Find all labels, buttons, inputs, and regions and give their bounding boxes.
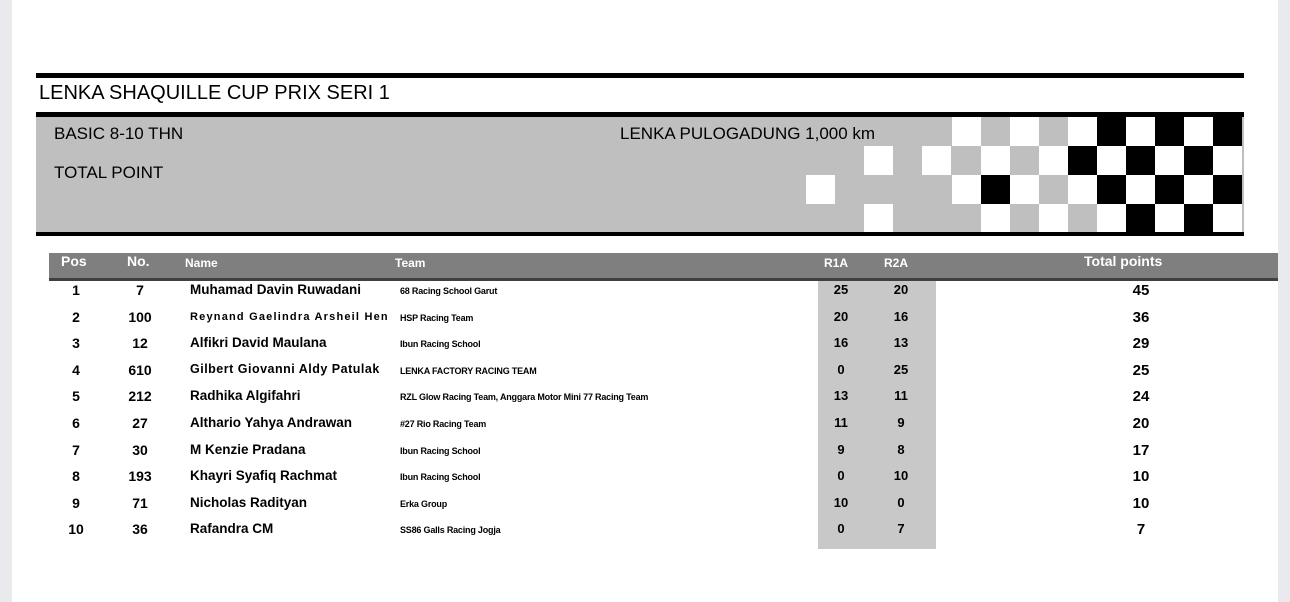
table-row bbox=[12, 465, 1278, 492]
cell-r2a: 25 bbox=[893, 361, 909, 377]
cell-pos: 5 bbox=[72, 388, 80, 405]
cell-name: Althario Yahya Andrawan bbox=[190, 414, 353, 430]
table-row bbox=[12, 332, 1278, 359]
header-name: Name bbox=[185, 256, 218, 270]
table-row bbox=[12, 359, 1278, 386]
header-r2a: R2A bbox=[884, 256, 909, 270]
cell-r1a: 10 bbox=[833, 494, 849, 510]
cell-pos: 4 bbox=[72, 361, 80, 378]
cell-total: 10 bbox=[1132, 494, 1150, 512]
cell-pos: 6 bbox=[72, 414, 80, 431]
header-r1a: R1A bbox=[824, 256, 849, 270]
cell-r2a: 16 bbox=[893, 308, 909, 324]
cell-r1a: 25 bbox=[833, 282, 849, 297]
cell-total: 36 bbox=[1132, 308, 1150, 326]
subtitle-label: TOTAL POINT bbox=[54, 163, 164, 182]
top-rule bbox=[36, 73, 1244, 78]
column-header-row bbox=[49, 253, 1278, 281]
cell-pos: 7 bbox=[72, 441, 80, 458]
cell-name: Alfikri David Maulana bbox=[190, 335, 327, 351]
cell-total: 45 bbox=[1132, 282, 1150, 299]
cell-name: Reynand Gaelindra Arsheil Hen bbox=[190, 310, 389, 323]
table-row bbox=[12, 412, 1278, 439]
cell-no: 27 bbox=[132, 414, 148, 431]
cell-r1a: 0 bbox=[837, 521, 845, 537]
cell-name: Khayri Syafiq Rachmat bbox=[190, 468, 338, 484]
cell-no: 7 bbox=[136, 282, 144, 298]
cell-r1a: 13 bbox=[833, 388, 849, 404]
cell-pos: 1 bbox=[72, 282, 80, 298]
cell-name: Gilbert Giovanni Aldy Patulak bbox=[190, 361, 380, 376]
header-band bbox=[36, 112, 1244, 236]
table-row bbox=[12, 518, 1278, 545]
table-row bbox=[12, 306, 1278, 333]
cell-r2a: 20 bbox=[893, 282, 909, 297]
cell-no: 71 bbox=[132, 494, 148, 511]
cell-no: 30 bbox=[132, 441, 148, 458]
cell-total: 25 bbox=[1132, 361, 1150, 379]
cell-r1a: 11 bbox=[834, 414, 848, 430]
cell-r1a: 20 bbox=[833, 308, 849, 324]
cell-name: Rafandra CM bbox=[190, 521, 274, 537]
cell-team: 68 Racing School Garut bbox=[400, 286, 498, 296]
class-label: BASIC 8-10 THN bbox=[54, 124, 184, 143]
cell-no: 36 bbox=[132, 521, 148, 538]
cell-r2a: 8 bbox=[897, 441, 905, 457]
cell-r1a: 0 bbox=[837, 361, 845, 377]
header-total-points: Total points bbox=[1084, 253, 1163, 269]
cell-pos: 8 bbox=[72, 468, 80, 485]
cell-team: LENKA FACTORY RACING TEAM bbox=[400, 365, 537, 376]
cell-name: M Kenzie Pradana bbox=[190, 441, 306, 457]
cell-r1a: 16 bbox=[833, 335, 849, 351]
cell-no: 193 bbox=[128, 468, 152, 485]
cell-team: Ibun Racing School bbox=[400, 445, 481, 456]
cell-pos: 2 bbox=[72, 308, 80, 325]
cell-name: Nicholas Radityan bbox=[190, 494, 308, 510]
cell-name: Radhika Algifahri bbox=[190, 388, 301, 404]
cell-no: 100 bbox=[128, 308, 152, 325]
cell-r1a: 9 bbox=[837, 441, 845, 457]
results-table bbox=[12, 279, 1278, 545]
cell-no: 610 bbox=[128, 361, 152, 378]
table-row bbox=[12, 385, 1278, 412]
cell-total: 17 bbox=[1132, 441, 1150, 459]
cell-no: 212 bbox=[128, 388, 152, 405]
venue-label: LENKA PULOGADUNG 1,000 km bbox=[620, 124, 876, 143]
cell-r2a: 9 bbox=[897, 414, 905, 430]
cell-total: 20 bbox=[1132, 414, 1150, 432]
cell-team: RZL Glow Racing Team, Anggara Motor Mini 77 Racing Team bbox=[400, 392, 649, 403]
header-pos: Pos bbox=[61, 253, 87, 269]
table-row bbox=[12, 492, 1278, 519]
cell-name: Muhamad Davin Ruwadani bbox=[190, 282, 362, 297]
cell-total: 29 bbox=[1132, 335, 1150, 353]
cell-pos: 3 bbox=[72, 335, 80, 352]
cell-team: SS86 Galls Racing Jogja bbox=[400, 525, 501, 536]
cell-r2a: 7 bbox=[897, 521, 905, 537]
table-row bbox=[12, 439, 1278, 466]
cell-team: #27 Rio Racing Team bbox=[400, 418, 487, 429]
results-page bbox=[12, 0, 1278, 602]
table-row bbox=[12, 279, 1278, 306]
cell-r1a: 0 bbox=[837, 468, 845, 484]
cell-no: 12 bbox=[132, 335, 148, 352]
cell-total: 7 bbox=[1136, 521, 1146, 539]
cell-team: HSP Racing Team bbox=[400, 312, 474, 323]
cell-total: 24 bbox=[1132, 388, 1150, 406]
cell-r2a: 11 bbox=[894, 388, 908, 404]
cell-team: Erka Group bbox=[400, 498, 448, 509]
cell-r2a: 10 bbox=[893, 468, 909, 484]
event-title: LENKA SHAQUILLE CUP PRIX SERI 1 bbox=[39, 82, 390, 104]
cell-r2a: 13 bbox=[893, 335, 909, 351]
cell-pos: 9 bbox=[72, 494, 80, 511]
header-team: Team bbox=[395, 256, 426, 270]
cell-r2a: 0 bbox=[897, 494, 905, 510]
cell-team: Ibun Racing School bbox=[400, 472, 481, 483]
cell-total: 10 bbox=[1132, 468, 1150, 486]
header-no: No. bbox=[127, 253, 150, 269]
cell-team: Ibun Racing School bbox=[400, 339, 481, 350]
cell-pos: 10 bbox=[68, 521, 84, 538]
